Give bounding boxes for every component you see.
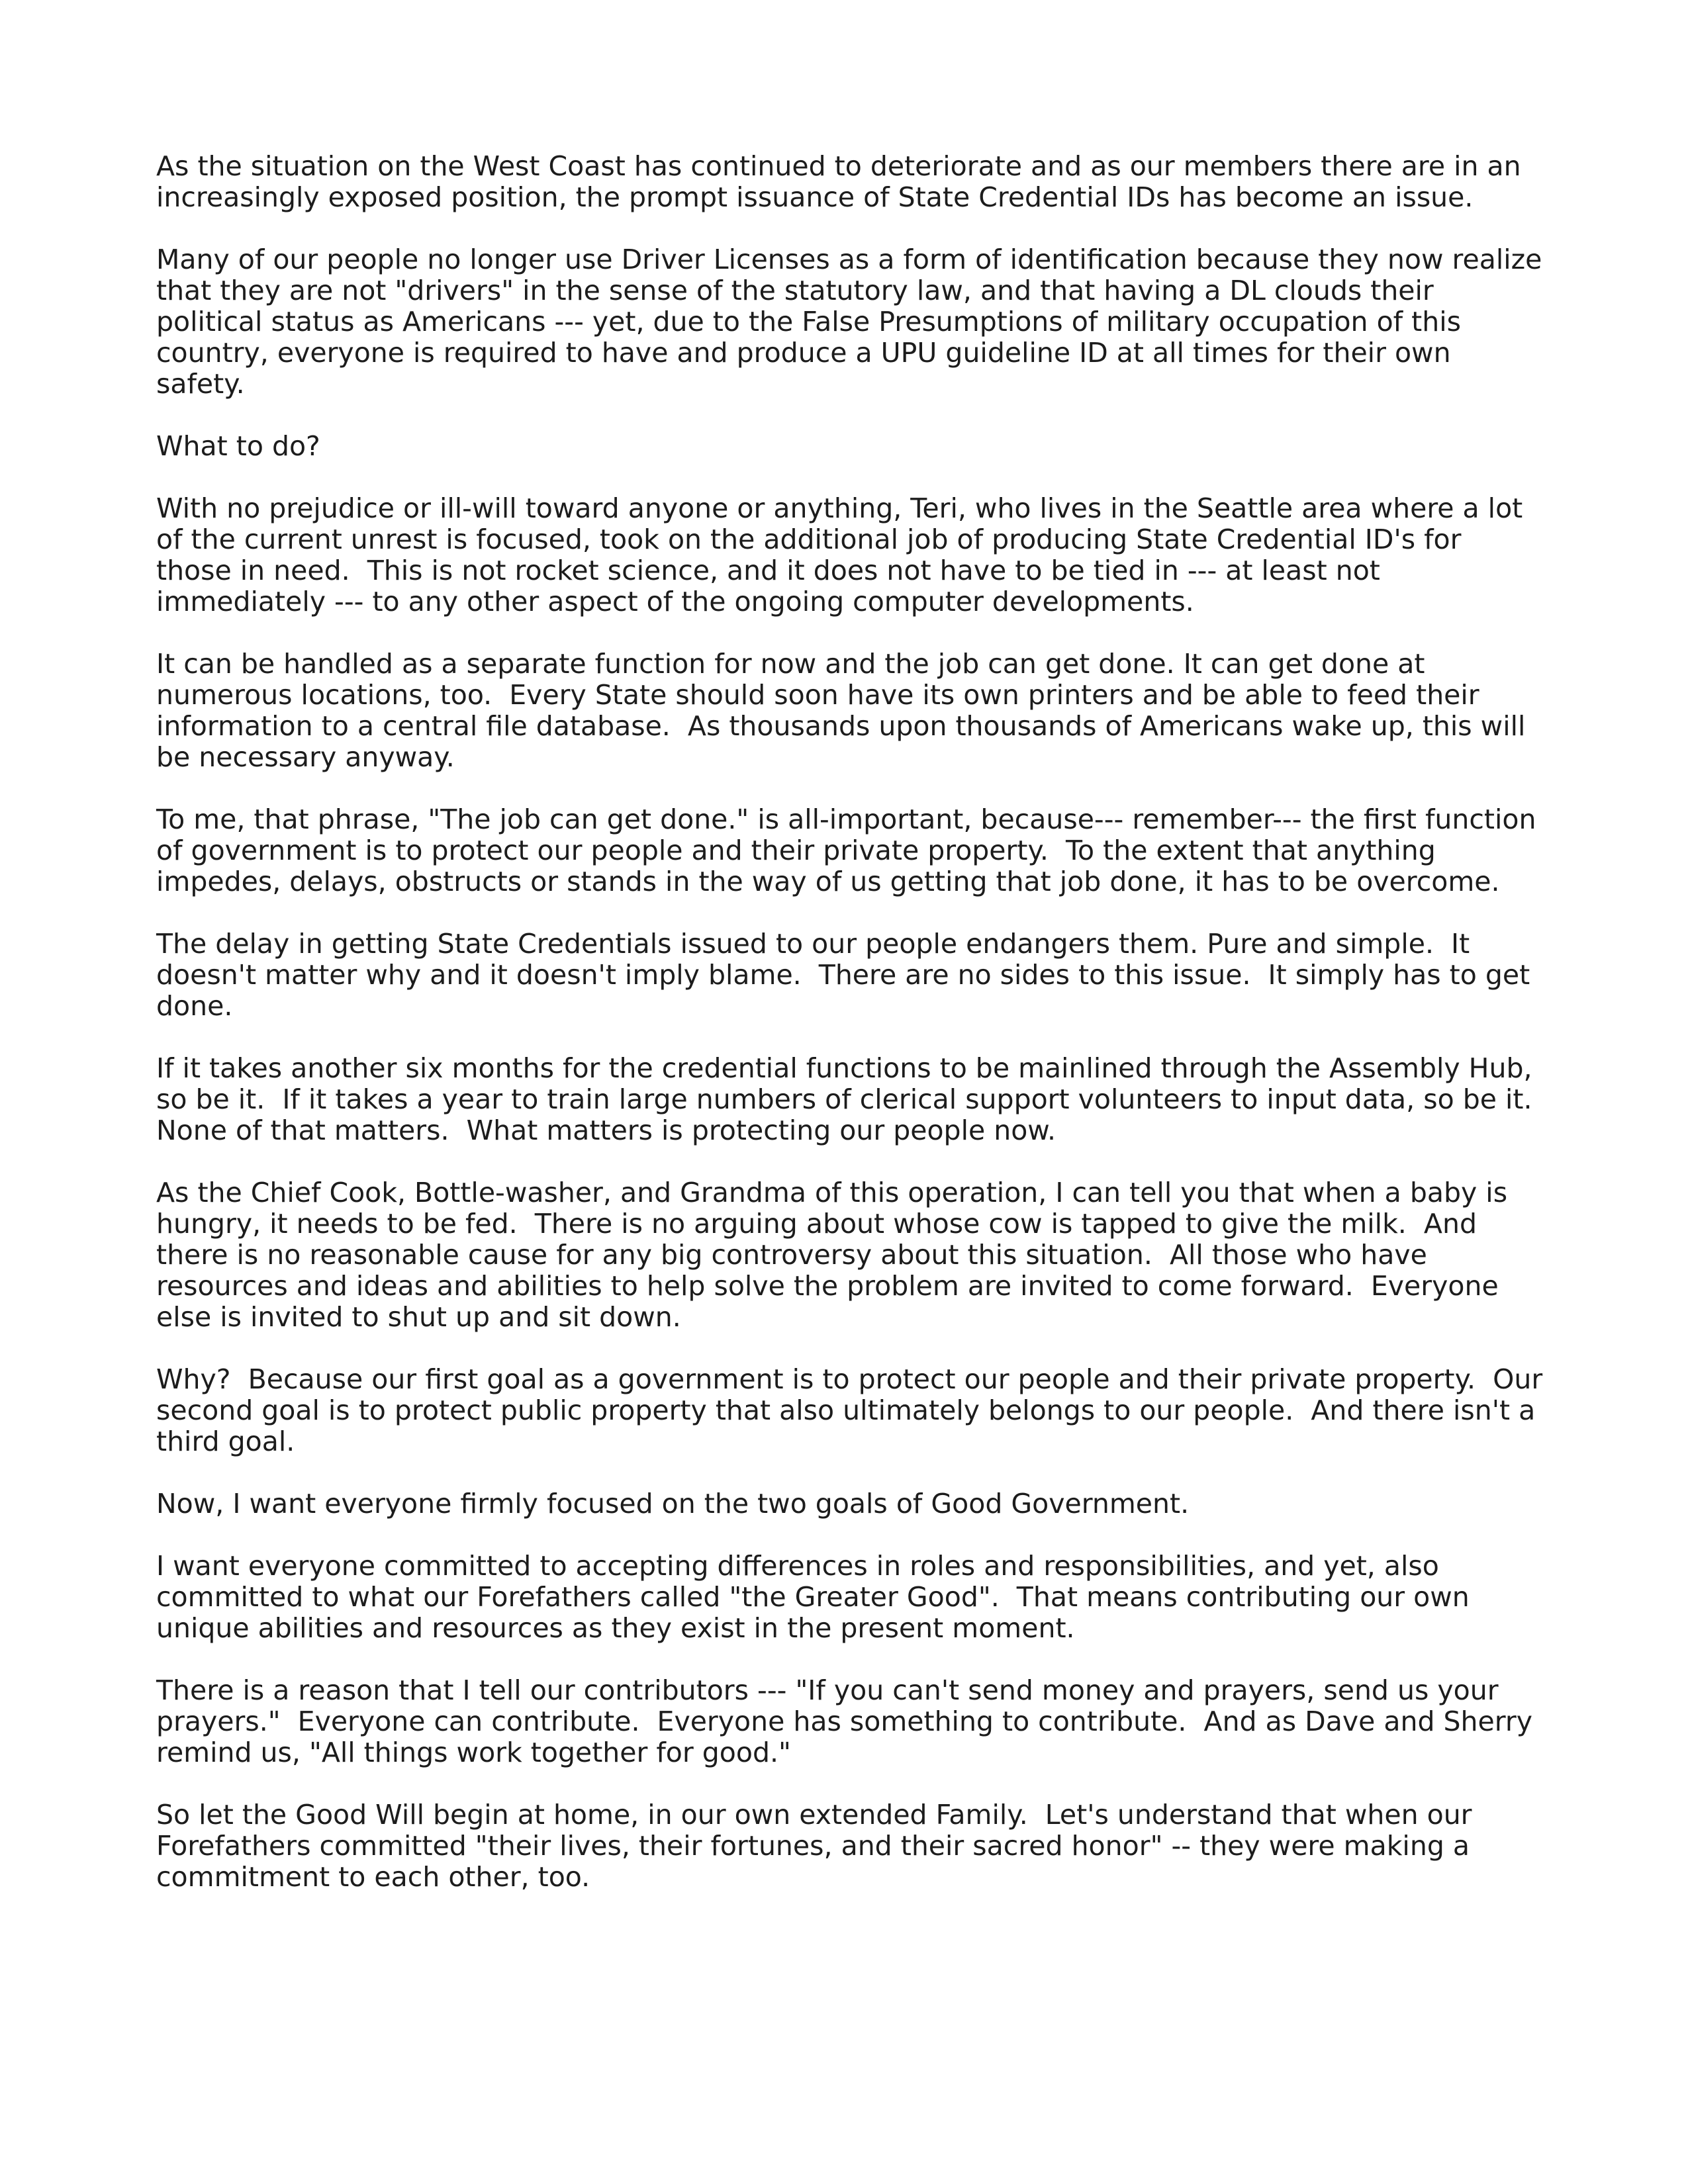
document-body [156,150,1543,1924]
paragraph [156,804,1540,897]
text-line: else is invited to shut up and sit down. [156,1301,681,1333]
text-line: commitment to each other, too. [156,1861,590,1893]
text-line: committed to what our Forefathers called "the Greater Good". That means contributing our own [156,1581,1470,1613]
paragraph [156,929,1540,1022]
paragraph [156,1177,1540,1333]
paragraph [156,1799,1540,1893]
text-line: There is a reason that I tell our contributors --- "If you can't send money and prayers, send us your [156,1674,1499,1706]
text-line: resources and ideas and abilities to help solve the problem are invited to come forward. Everyone [156,1270,1499,1302]
text-line: increasingly exposed position, the prompt issuance of State Credential IDs has become an issue. [156,181,1474,213]
text-line: immediately --- to any other aspect of the ongoing computer developments. [156,586,1194,617]
paragraph [156,1053,1540,1146]
text-line: If it takes another six months for the credential functions to be mainlined through the Assembly Hub, [156,1052,1532,1084]
paragraph [156,1488,1540,1520]
text-line: unique abilities and resources as they exist in the present moment. [156,1612,1075,1644]
text-line: country, everyone is required to have and produce a UPU guideline ID at all times for their own [156,337,1451,369]
paragraph [156,151,1540,213]
text-line: The delay in getting State Credentials issued to our people endangers them. Pure and simple. It [156,928,1470,960]
paragraph [156,1551,1540,1644]
text-line: Now, I want everyone firmly focused on the two goals of Good Government. [156,1488,1190,1520]
text-line: done. [156,990,233,1022]
paragraph [156,1675,1540,1768]
text-line: None of that matters. What matters is protecting our people now. [156,1115,1056,1146]
text-line: Why? Because our first goal as a government is to protect our people and their private property. Our [156,1363,1543,1395]
text-line: those in need. This is not rocket science, and it does not have to be tied in --- at least not [156,555,1380,586]
text-line: numerous locations, too. Every State should soon have its own printers and be able to feed their [156,679,1479,711]
paragraph [156,493,1540,617]
text-line: second goal is to protect public property that also ultimately belongs to our people. And there isn't a [156,1394,1536,1426]
text-line: As the situation on the West Coast has continued to deteriorate and as our members there are in an [156,150,1521,182]
paragraph [156,649,1540,773]
text-line: Many of our people no longer use Driver Licenses as a form of identification because they now realize [156,244,1542,275]
text-line: So let the Good Will begin at home, in our own extended Family. Let's understand that when our [156,1799,1472,1831]
text-line: impedes, delays, obstructs or stands in the way of us getting that job done, it has to be overcome. [156,866,1500,897]
text-line: third goal. [156,1426,295,1457]
text-line: of the current unrest is focused, took on the additional job of producing State Credential ID's for [156,523,1462,555]
text-line: so be it. If it takes a year to train large numbers of clerical support volunteers to input data, so be it. [156,1083,1532,1115]
text-line: Forefathers committed "their lives, their fortunes, and their sacred honor" -- they were making a [156,1830,1470,1862]
text-line: remind us, "All things work together for good." [156,1737,791,1768]
paragraph [156,244,1540,400]
text-line: With no prejudice or ill-will toward anyone or anything, Teri, who lives in the Seattle area where a lot [156,492,1523,524]
text-line: political status as Americans --- yet, due to the False Presumptions of military occupation of this [156,306,1461,338]
text-line: of government is to protect our people and their private property. To the extent that anything [156,835,1436,866]
text-line: information to a central file database. As thousands upon thousands of Americans wake up, this will [156,710,1526,742]
text-line: prayers." Everyone can contribute. Everyone has something to contribute. And as Dave and Sherry [156,1706,1533,1737]
text-line: As the Chief Cook, Bottle-washer, and Grandma of this operation, I can tell you that when a baby is [156,1177,1508,1208]
text-line: I want everyone committed to accepting differences in roles and responsibilities, and yet, also [156,1550,1439,1582]
text-line: It can be handled as a separate function for now and the job can get done. It can get done at [156,648,1425,680]
text-line: hungry, it needs to be fed. There is no arguing about whose cow is tapped to give the milk. And [156,1208,1477,1240]
text-line: be necessary anyway. [156,741,455,773]
text-line: there is no reasonable cause for any big controversy about this situation. All those who have [156,1239,1427,1271]
paragraph [156,1363,1543,1457]
paragraph [156,431,1540,462]
text-line: doesn't matter why and it doesn't imply blame. There are no sides to this issue. It simply has to get [156,959,1530,991]
text-line: What to do? [156,430,320,462]
text-line: that they are not "drivers" in the sense of the statutory law, and that having a DL clouds their [156,275,1434,306]
text-line: To me, that phrase, "The job can get done." is all-important, because--- remember--- the first function [156,803,1536,835]
text-line: safety. [156,368,245,400]
